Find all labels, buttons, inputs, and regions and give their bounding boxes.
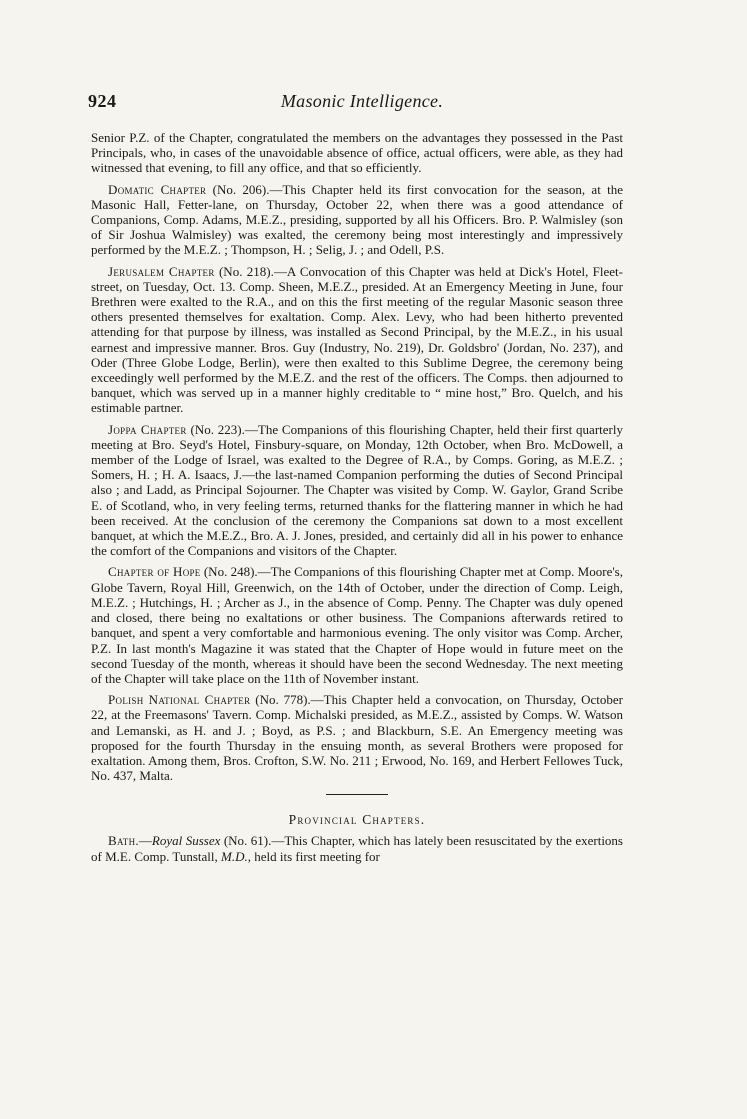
paragraph-bath-royal-sussex bbox=[91, 833, 623, 863]
article-body bbox=[91, 130, 623, 870]
paragraph-text: (No. 61).—This Chapter, which has lately been resuscitated by the exertions of M.E. Comp. Tunstall, bbox=[91, 833, 623, 864]
chapter-name: Joppa Chapter bbox=[108, 421, 187, 437]
paragraph-domatic-chapter bbox=[91, 182, 623, 258]
degree-italic: M.D. bbox=[221, 848, 248, 864]
place-name: Bath. bbox=[108, 833, 139, 849]
paragraph-text-end: , held its first meeting for bbox=[247, 848, 380, 864]
chapter-name: Chapter of Hope bbox=[108, 564, 201, 580]
chapter-name-italic: Royal Sussex bbox=[151, 833, 221, 849]
section-divider bbox=[326, 794, 388, 795]
dash: — bbox=[138, 833, 152, 849]
page-header bbox=[88, 91, 636, 115]
paragraph-text: (No. 223).—The Companions of this flourishing Chapter, held their first quarterly meeting at Bro. Seyd's Hotel, Finsbury-square, on Monday, 12th October, when Bro. McDowell, a member of the Lodge of Israel, was exalted to the Degree of R.A., by Comps. Goring, as M.E.Z. ; Somers, H. ; H. A. Isaacs, J.—the last-named Companion performing the duties of Second Principal also ; and Ladd, as Principal Sojourner. The Chapter was visited by Comp. W. Gaylor, Grand Scribe E. of Scotland, who, in very feeling terms, returned thanks for the flattering manner in which he had been received. At the conclusion of the ceremony the Companions sat down to a most excellent banquet, at which the M.E.Z., Bro. A. J. Jones, presided, and certainly did all in his power to enhance the comfort of the Companions and visitors of the Chapter. bbox=[91, 421, 623, 559]
paragraph-polish-national-chapter bbox=[91, 692, 623, 783]
paragraph-jerusalem-chapter bbox=[91, 264, 623, 416]
paragraph-text: Senior P.Z. of the Chapter, congratulated the members on the advantages they possessed in the Past Principals, who, in cases of the unavoidable absence of office, actual officers, were able, as they had witnessed that evening, to fill any office, and that so efficiently. bbox=[91, 130, 623, 176]
paragraph-joppa-chapter bbox=[91, 422, 623, 559]
paragraph-chapter-of-hope bbox=[91, 564, 623, 686]
paragraph-text: (No. 218).—A Convocation of this Chapter was held at Dick's Hotel, Fleet-street, on Tuesday, Oct. 13. Comp. Sheen, M.E.Z., presided. At an Emergency Meeting in June, four Brethren were exalted to the R.A., and on this the first meeting of the regular Masonic season three others presented themselves for exaltation. Comp. Alex. Levy, who had been hitherto prevented attending for that purpose by illness, was installed as Second Principal, by the M.E.Z., in his usual earnest and impressive manner. Bros. Guy (Industry, No. 219), Dr. Goldsbro' (Jordan, No. 237), and Oder (Three Globe Lodge, Berlin), were then exalted to this Sublime Degree, the ceremony being exceedingly well performed by the M.E.Z. and the rest of the officers. The Comps. then adjourned to banquet, which was served up in a manner highly creditable to “ mine host,” Bro. Quelch, and his estimable partner. bbox=[91, 263, 623, 416]
paragraph-text: (No. 778).—This Chapter held a convocation, on Thursday, October 22, at the Freemasons' Tavern. Comp. Michalski presided, as M.E.Z., assisted by Comps. W. Watson and Lemanski, as H. and J. ; Boyd, as P.S. ; and Blackburn, S.E. An Emergency meeting was proposed for the fourth Thursday in the ensuing month, as several Brothers were proposed for exaltation. Among them, Bros. Crofton, S.W. No. 211 ; Erwood, No. 169, and Herbert Fellowes Tuck, No. 437, Malta. bbox=[91, 692, 623, 784]
paragraph-senior-pz bbox=[91, 130, 623, 176]
section-heading bbox=[91, 812, 623, 828]
chapter-name: Domatic Chapter bbox=[108, 181, 207, 197]
chapter-name: Polish National Chapter bbox=[108, 692, 251, 708]
running-head: Masonic Intelligence. bbox=[280, 91, 444, 111]
page-number: 924 bbox=[88, 91, 117, 111]
paragraph-text: (No. 206).—This Chapter held its first convocation for the season, at the Masonic Hall, Fetter-lane, on Thursday, October 22, when there was a good attendance of Companions, Comp. Adams, M.E.Z., presiding, supported by all his Officers. Bro. P. Walmisley (son of Sir Joshua Walmisley) was exalted, the ceremony being most interestingly and impressively performed by the M.E.Z. ; Thompson, H. ; Selig, J. ; and Odell, P.S. bbox=[91, 181, 623, 258]
chapter-name: Jerusalem Chapter bbox=[108, 263, 215, 279]
paragraph-text: (No. 248).—The Companions of this flourishing Chapter met at Comp. Moore's, Globe Tavern, Royal Hill, Greenwich, on the 14th of October, under the direction of Comp. Leigh, M.E.Z. ; Hutchings, H. ; Archer as J., in the absence of Comp. Penny. The Chapter was duly opened and closed, there being no exaltations or other business. The Companions afterwards retired to banquet, and spent a very comfortable and harmonious evening. The only visitor was Comp. Archer, P.Z. In last month's Magazine it was stated that the Chapter of Hope would in future meet on the second Tuesday of the month, whereas it should have been the second Wednesday. The next meeting of the Chapter will take place on the 11th of November instant. bbox=[91, 564, 623, 686]
section-heading-text: Provincial Chapters. bbox=[288, 812, 426, 828]
